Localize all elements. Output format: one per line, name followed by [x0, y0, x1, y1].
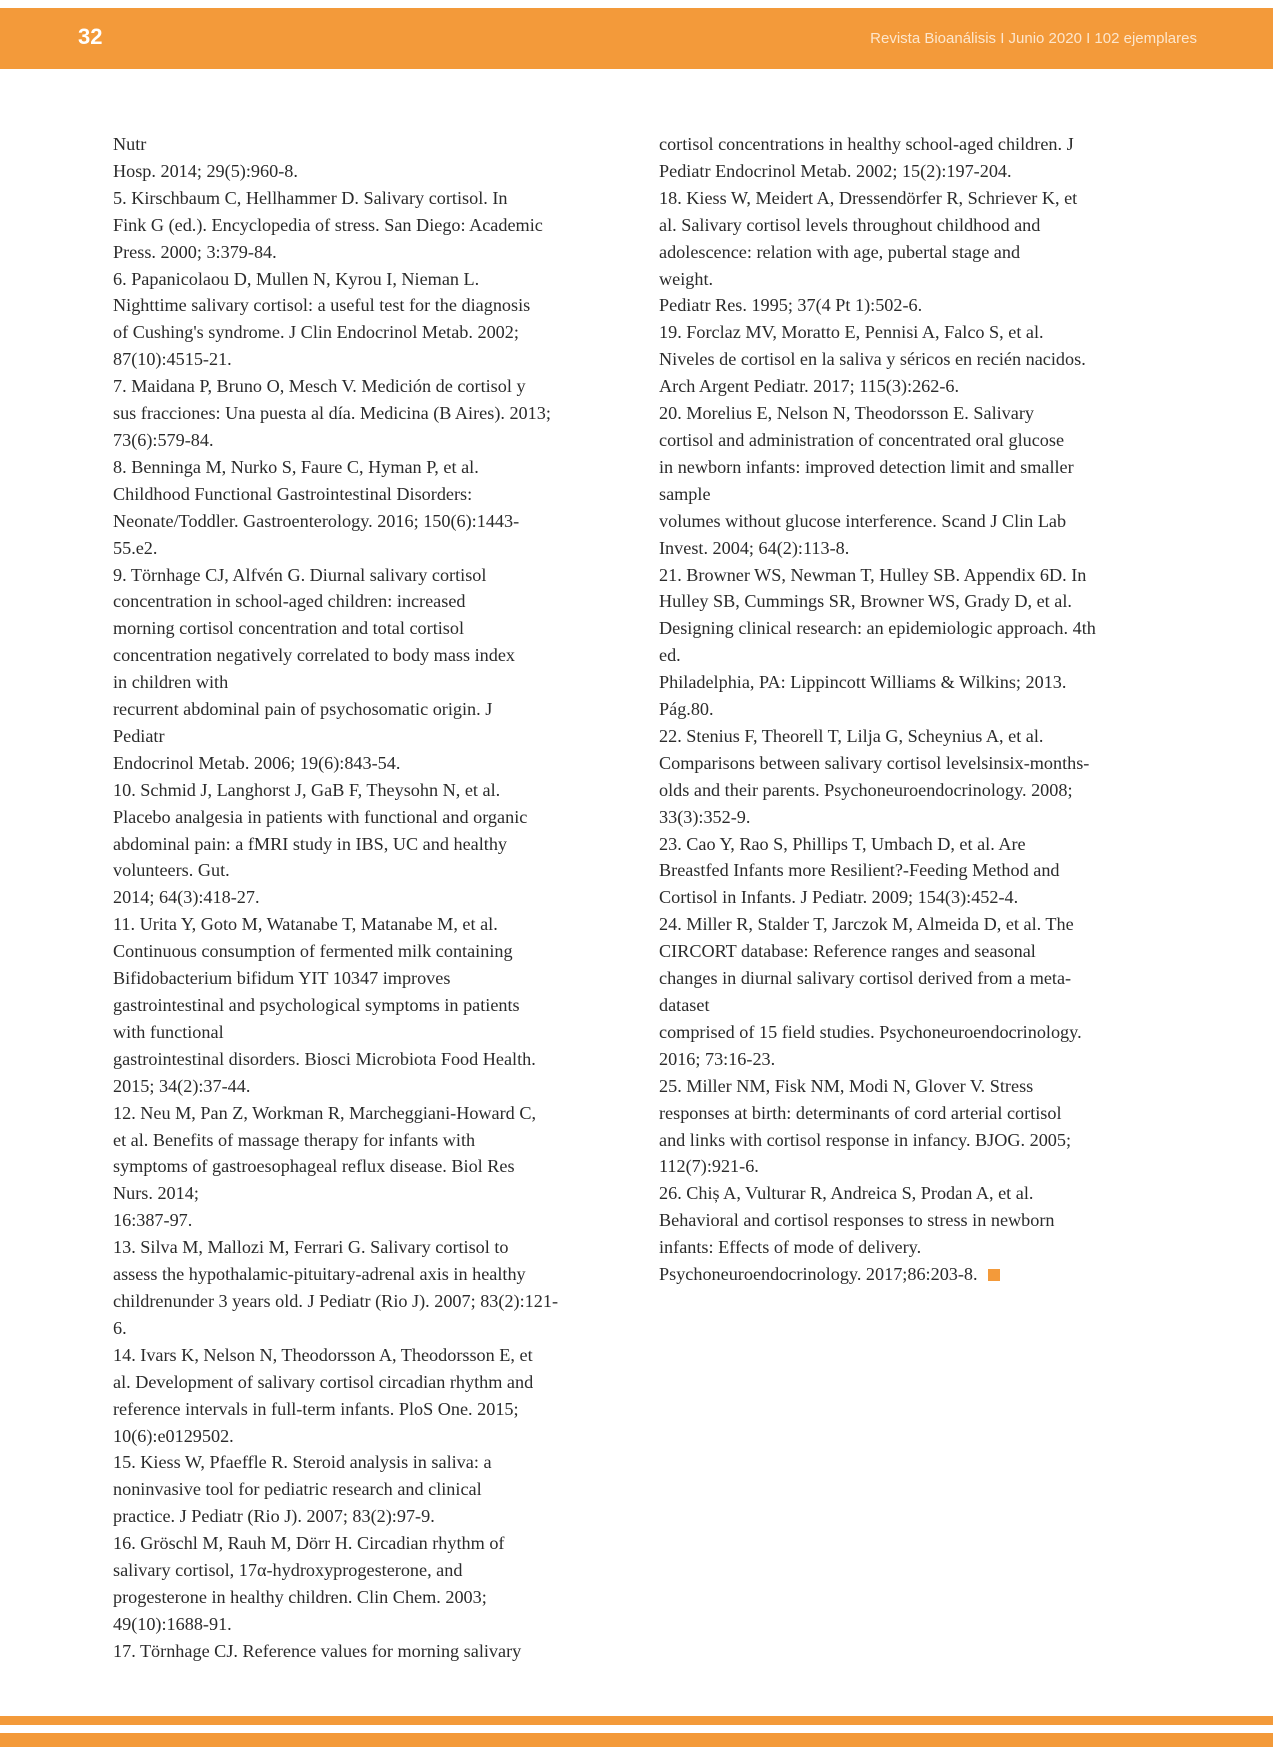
reference-line: adolescence: relation with age, pubertal stage and	[659, 241, 1021, 262]
reference-line: Nurs. 2014;	[113, 1183, 199, 1204]
reference-line: infants: Effects of mode of delivery.	[659, 1237, 922, 1258]
reference-line: concentration in school-aged children: increased	[113, 591, 466, 612]
reference-line: Fink G (ed.). Encyclopedia of stress. San Diego: Academic	[113, 214, 543, 235]
reference-line: Hosp. 2014; 29(5):960-8.	[113, 160, 298, 181]
reference-line: 13. Silva M, Mallozi M, Ferrari G. Salivary cortisol to	[113, 1237, 509, 1258]
references-left-column	[113, 131, 608, 1665]
reference-line: 11. Urita Y, Goto M, Watanabe T, Matanabe M, et al.	[113, 914, 498, 935]
reference-line: 15. Kiess W, Pfaeffle R. Steroid analysis in saliva: a	[113, 1452, 492, 1473]
reference-line: 10. Schmid J, Langhorst J, GaB F, Theysohn N, et al.	[113, 779, 501, 800]
reference-line: Pág.80.	[659, 699, 714, 720]
reference-line: 10(6):e0129502.	[113, 1425, 234, 1446]
reference-line: 87(10):4515-21.	[113, 349, 232, 370]
reference-line: 17. Törnhage CJ. Reference values for morning salivary	[113, 1640, 522, 1661]
reference-line: 8. Benninga M, Nurko S, Faure C, Hyman P, et al.	[113, 456, 479, 477]
reference-line: 2015; 34(2):37-44.	[113, 1075, 251, 1096]
reference-line: 26. Chiș A, Vulturar R, Andreica S, Prodan A, et al.	[659, 1183, 1034, 1204]
reference-line: 19. Forclaz MV, Moratto E, Pennisi A, Falco S, et al.	[659, 322, 1044, 343]
reference-line: Bifidobacterium bifidum YIT 10347 improves	[113, 968, 451, 989]
reference-line: salivary cortisol, 17α-hydroxyprogesterone, and	[113, 1560, 463, 1581]
reference-line: in children with	[113, 672, 229, 693]
reference-line: 23. Cao Y, Rao S, Phillips T, Umbach D, et al. Are	[659, 833, 1026, 854]
reference-line: in newborn infants: improved detection limit and smaller	[659, 456, 1074, 477]
reference-line: 12. Neu M, Pan Z, Workman R, Marcheggiani-Howard C,	[113, 1102, 537, 1123]
reference-line: morning cortisol concentration and total cortisol	[113, 618, 465, 639]
reference-line: recurrent abdominal pain of psychosomatic origin. J	[113, 699, 493, 720]
reference-line: 2014; 64(3):418-27.	[113, 887, 260, 908]
reference-line: 112(7):921-6.	[659, 1156, 759, 1177]
publication-info: Revista Bioanálisis I Junio 2020 I 102 ejemplares	[870, 30, 1197, 47]
footer-stripe-bottom	[0, 1733, 1273, 1747]
reference-line: Hulley SB, Cummings SR, Browner WS, Grady D, et al.	[659, 591, 1072, 612]
reference-line: Neonate/Toddler. Gastroenterology. 2016; 150(6):1443-	[113, 510, 520, 531]
references-right-column	[659, 131, 1154, 1288]
reference-line: with functional	[113, 1021, 224, 1042]
reference-line: 16:387-97.	[113, 1210, 193, 1231]
reference-line: CIRCORT database: Reference ranges and seasonal	[659, 941, 1036, 962]
reference-line: concentration negatively correlated to body mass index	[113, 645, 516, 666]
reference-line: childrenunder 3 years old. J Pediatr (Rio J). 2007; 83(2):121-	[113, 1290, 558, 1311]
reference-line: Philadelphia, PA: Lippincott Williams & Wilkins; 2013.	[659, 672, 1067, 693]
reference-line: weight.	[659, 268, 714, 289]
reference-line: 21. Browner WS, Newman T, Hulley SB. Appendix 6D. In	[659, 564, 1087, 585]
reference-line: 14. Ivars K, Nelson N, Theodorsson A, Theodorsson E, et	[113, 1344, 533, 1365]
reference-line: Nutr	[113, 134, 147, 154]
reference-line: Pediatr	[113, 725, 165, 746]
reference-line: 20. Morelius E, Nelson N, Theodorsson E. Salivary	[659, 403, 1034, 424]
reference-line: et al. Benefits of massage therapy for infants with	[113, 1129, 476, 1150]
reference-line: Behavioral and cortisol responses to stress in newborn	[659, 1210, 1055, 1231]
end-of-article-mark	[988, 1269, 1000, 1281]
reference-line: volunteers. Gut.	[113, 860, 230, 881]
reference-line: Designing clinical research: an epidemiologic approach. 4th	[659, 618, 1096, 639]
footer-stripe-top	[0, 1716, 1273, 1725]
reference-line: Psychoneuroendocrinology. 2017;86:203-8.	[659, 1264, 978, 1285]
reference-line: dataset	[659, 995, 710, 1015]
reference-line: al. Development of salivary cortisol circadian rhythm and	[113, 1371, 534, 1392]
reference-line: sample	[659, 483, 711, 504]
reference-line: responses at birth: determinants of cord arterial cortisol	[659, 1102, 1062, 1123]
reference-line: cortisol concentrations in healthy school-aged children. J	[659, 134, 1074, 154]
reference-line: 22. Stenius F, Theorell T, Lilja G, Scheynius A, et al.	[659, 725, 1044, 746]
reference-line: 18. Kiess W, Meidert A, Dressendörfer R, Schriever K, et	[659, 187, 1078, 208]
page-number: 32	[78, 24, 103, 49]
reference-line: 7. Maidana P, Bruno O, Mesch V. Medición de cortisol y	[113, 376, 526, 397]
reference-line: 9. Törnhage CJ, Alfvén G. Diurnal salivary cortisol	[113, 564, 487, 585]
reference-line: 24. Miller R, Stalder T, Jarczok M, Almeida D, et al. The	[659, 914, 1074, 935]
reference-line: 16. Gröschl M, Rauh M, Dörr H. Circadian rhythm of	[113, 1533, 505, 1554]
reference-line: practice. J Pediatr (Rio J). 2007; 83(2):97-9.	[113, 1506, 435, 1527]
reference-line: 6.	[113, 1317, 127, 1338]
reference-line: 2016; 73:16-23.	[659, 1048, 776, 1069]
reference-line: and links with cortisol response in infancy. BJOG. 2005;	[659, 1129, 1072, 1150]
reference-line: 55.e2.	[113, 537, 158, 558]
reference-line: assess the hypothalamic-pituitary-adrenal axis in healthy	[113, 1264, 526, 1285]
reference-line: Childhood Functional Gastrointestinal Disorders:	[113, 483, 473, 504]
reference-line: Comparisons between salivary cortisol levelsinsix-months-	[659, 752, 1090, 773]
reference-line: cortisol and administration of concentrated oral glucose	[659, 429, 1065, 450]
reference-line: progesterone in healthy children. Clin Chem. 2003;	[113, 1586, 487, 1607]
reference-line: volumes without glucose interference. Scand J Clin Lab	[659, 510, 1067, 531]
reference-line: abdominal pain: a fMRI study in IBS, UC and healthy	[113, 833, 508, 854]
reference-line: of Cushing's syndrome. J Clin Endocrinol Metab. 2002;	[113, 322, 519, 343]
reference-line: gastrointestinal and psychological symptoms in patients	[113, 995, 520, 1015]
reference-line: olds and their parents. Psychoneuroendocrinology. 2008;	[659, 779, 1073, 800]
reference-line: 33(3):352-9.	[659, 806, 751, 827]
reference-line: Placebo analgesia in patients with functional and organic	[113, 806, 528, 827]
reference-line: Endocrinol Metab. 2006; 19(6):843-54.	[113, 752, 401, 773]
reference-line: Arch Argent Pediatr. 2017; 115(3):262-6.	[659, 376, 960, 397]
reference-line: comprised of 15 field studies. Psychoneuroendocrinology.	[659, 1021, 1082, 1042]
reference-line: changes in diurnal salivary cortisol derived from a meta-	[659, 968, 1072, 989]
reference-line: 6. Papanicolaou D, Mullen N, Kyrou I, Nieman L.	[113, 268, 480, 289]
reference-line: al. Salivary cortisol levels throughout childhood and	[659, 214, 1041, 235]
reference-line: Invest. 2004; 64(2):113-8.	[659, 537, 850, 558]
reference-line: 25. Miller NM, Fisk NM, Modi N, Glover V. Stress	[659, 1075, 1034, 1096]
reference-line: noninvasive tool for pediatric research and clinical	[113, 1479, 482, 1500]
reference-line: Press. 2000; 3:379-84.	[113, 241, 277, 262]
reference-line: 49(10):1688-91.	[113, 1613, 232, 1634]
reference-line: sus fracciones: Una puesta al día. Medicina (B Aires). 2013;	[113, 403, 551, 424]
reference-line: ed.	[659, 645, 681, 666]
reference-line: symptoms of gastroesophageal reflux disease. Biol Res	[113, 1156, 515, 1177]
reference-line: Cortisol in Infants. J Pediatr. 2009; 154(3):452-4.	[659, 887, 1019, 908]
reference-line: 73(6):579-84.	[113, 429, 214, 450]
reference-line: Nighttime salivary cortisol: a useful test for the diagnosis	[113, 295, 531, 316]
reference-line: Pediatr Endocrinol Metab. 2002; 15(2):197-204.	[659, 160, 1012, 181]
reference-line: reference intervals in full-term infants. PloS One. 2015;	[113, 1398, 519, 1419]
reference-line: Niveles de cortisol en la saliva y séricos en recién nacidos.	[659, 349, 1086, 370]
reference-line: Continuous consumption of fermented milk containing	[113, 941, 513, 962]
page-header	[0, 8, 1273, 69]
reference-line: gastrointestinal disorders. Biosci Microbiota Food Health.	[113, 1048, 536, 1069]
reference-line: Pediatr Res. 1995; 37(4 Pt 1):502-6.	[659, 295, 923, 316]
reference-line: 5. Kirschbaum C, Hellhammer D. Salivary cortisol. In	[113, 187, 508, 208]
reference-line: Breastfed Infants more Resilient?-Feeding Method and	[659, 860, 1060, 881]
